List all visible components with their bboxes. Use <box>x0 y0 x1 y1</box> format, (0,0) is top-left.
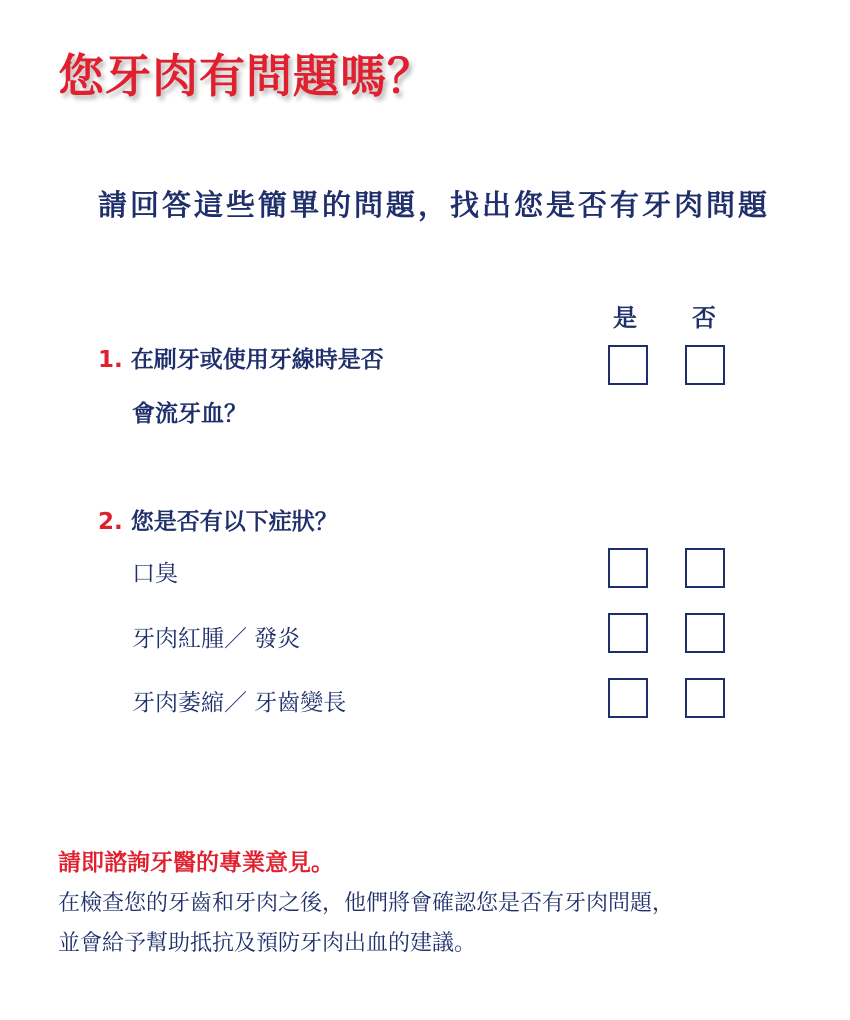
question-2 <box>98 503 338 536</box>
question-1-text-line1: 在刷牙或使用牙線時是否 <box>130 347 384 373</box>
symptom-swollen-gums-yes-checkbox[interactable] <box>608 613 648 653</box>
advice-body <box>58 884 818 964</box>
symptom-bad-breath: 口臭 <box>132 561 178 587</box>
question-1-no-checkbox[interactable] <box>685 345 725 385</box>
question-1-text-line2: 會流牙血？ <box>132 401 247 427</box>
intro-text: 請回答這些簡單的問題，找出您是否有牙肉問題 <box>98 188 771 222</box>
question-2-text: 您是否有以下症狀？ <box>130 509 338 535</box>
symptom-receding-gums: 牙肉萎縮／ 牙齒變長 <box>132 690 347 716</box>
column-header-no: 否 <box>692 304 716 332</box>
symptom-receding-gums-yes-checkbox[interactable] <box>608 678 648 718</box>
column-header-yes: 是 <box>613 304 637 332</box>
question-2-number: 2. <box>98 509 123 535</box>
symptom-swollen-gums-no-checkbox[interactable] <box>685 613 725 653</box>
advice-line-2: 並會給予幫助抵抗及預防牙肉出血的建議。 <box>58 931 477 956</box>
symptom-swollen-gums: 牙肉紅腫／ 發炎 <box>132 626 301 652</box>
symptom-receding-gums-no-checkbox[interactable] <box>685 678 725 718</box>
page-title: 您牙肉有問題嗎？ <box>58 49 434 103</box>
question-1-yes-checkbox[interactable] <box>608 345 648 385</box>
symptom-bad-breath-yes-checkbox[interactable] <box>608 548 648 588</box>
question-1-number: 1. <box>98 347 123 373</box>
advice-heading: 請即諮詢牙醫的專業意見。 <box>58 850 334 876</box>
advice-line-1: 在檢查您的牙齒和牙肉之後，他們將會確認您是否有牙肉問題， <box>58 891 675 916</box>
symptom-bad-breath-no-checkbox[interactable] <box>685 548 725 588</box>
question-1 <box>98 341 384 374</box>
